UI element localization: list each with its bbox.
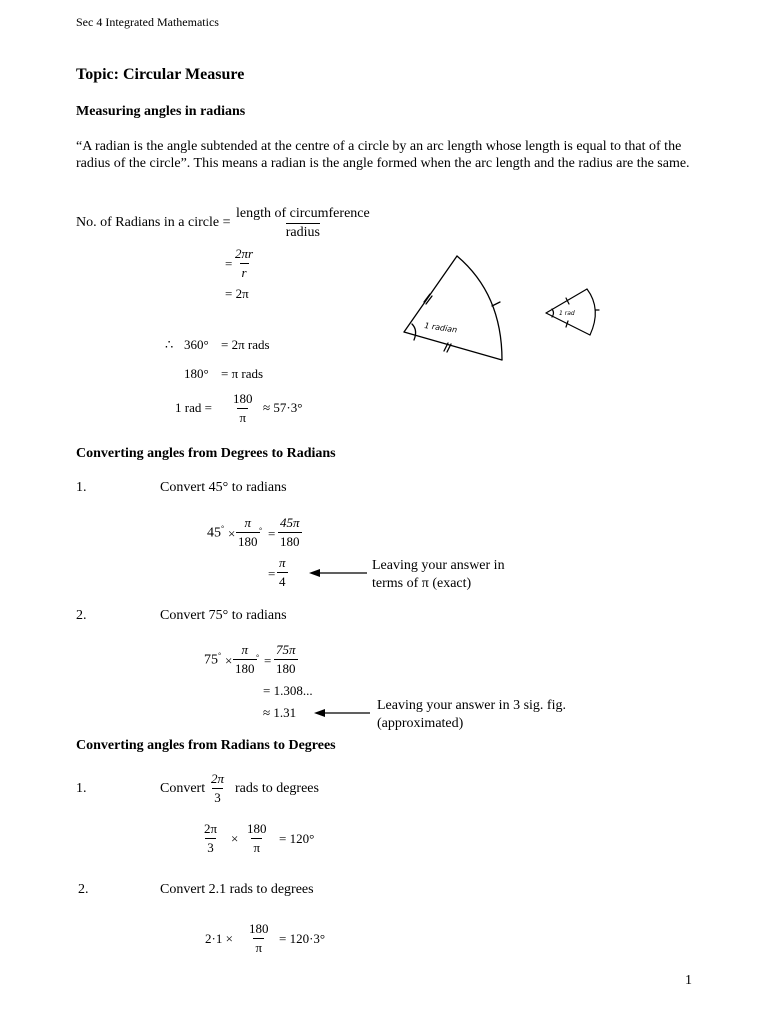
ex2-prompt: Convert 75° to radians (160, 608, 287, 623)
ex2-line3: ≈ 1.31 (263, 705, 297, 720)
rd-ex2-b-numerator: 180 (249, 921, 269, 936)
eq3-rhs: ≈ 57·3° (263, 400, 303, 415)
ex1-times: × (228, 526, 236, 541)
ex1-fraction-45pi (278, 515, 302, 550)
ex1-note-line1: Leaving your answer in (372, 558, 505, 573)
rd-ex1-fraction-2pi-3 (202, 821, 219, 856)
ex2-number: 2. (76, 608, 87, 623)
ex1-lhs (207, 524, 224, 542)
rd-ex1-prompt-numerator: 2π (211, 771, 225, 786)
rd-ex1-prompt-fraction (209, 771, 226, 806)
rd-ex1-prompt-denominator: 3 (214, 790, 221, 805)
ex2-degree: ° (218, 651, 222, 660)
ex2-f1-numerator: π (241, 642, 248, 657)
ex1-equals2: = (268, 566, 276, 581)
ex1-degree2: ° (259, 526, 263, 535)
sector-arc (457, 256, 502, 360)
rd-ex1-prompt-post: rads to degrees (235, 781, 319, 796)
eq1-lhs: 360° (184, 337, 209, 352)
step2: = 2π (225, 286, 249, 301)
formula-numerator: length of circumference (236, 206, 370, 221)
ex2-lhs (204, 651, 221, 669)
rd-ex1-b-numerator: 180 (247, 821, 267, 836)
formula-label: No. of Radians in a circle = (76, 215, 231, 230)
angle-marker (412, 324, 416, 340)
ex1-f2-numerator: 45π (280, 515, 300, 530)
eq3-denominator: π (239, 410, 247, 425)
ex1-f1-denominator: 180 (238, 534, 258, 549)
eq3-lhs: 1 rad = (175, 400, 212, 415)
ex1-fraction-pi-4 (277, 555, 288, 590)
ex2-note-line1: Leaving your answer in 3 sig. fig. (377, 698, 566, 713)
rd-ex1-prompt-pre: Convert (160, 781, 206, 796)
small-angle-marker (552, 309, 554, 317)
eq3-numerator: 180 (233, 391, 253, 406)
eq1-rhs: = 2π rads (221, 337, 270, 352)
ex1-degree: ° (221, 524, 225, 533)
section-heading-rad-to-deg: Converting angles from Radians to Degrees (76, 738, 336, 753)
ex1-f2-denominator: 180 (280, 534, 300, 549)
ex1-f1-numerator: π (244, 515, 251, 530)
ex2-equals: = (264, 653, 272, 668)
radian-definition: “A radian is the angle subtended at the centre of a circle by an arc length whose length is equal to that of the radius of the circle”. This means a radian is the angle formed when the arc length and the radius are the same. (76, 139, 690, 171)
ex2-lhs-value: 75 (204, 652, 218, 668)
ex1-lhs-value: 45 (207, 525, 221, 541)
rd-ex1-fraction-180-pi (245, 821, 269, 856)
small-sector-arc (587, 289, 595, 335)
step1-denominator: r (241, 265, 247, 280)
ex1-note-line2: terms of π (exact) (372, 576, 472, 591)
section-heading-radians: Measuring angles in radians (76, 104, 246, 119)
rd-ex1-rhs: = 120° (279, 831, 315, 846)
rd-ex2-prompt: Convert 2.1 rads to degrees (160, 882, 314, 897)
ex1-f3-denominator: 4 (279, 574, 286, 589)
ex2-fraction-pi-180 (233, 642, 260, 677)
rd-ex2-rhs: = 120·3° (279, 931, 326, 946)
ex2-line2: = 1.308... (263, 683, 313, 698)
formula-denominator: radius (285, 225, 320, 240)
ex2-arrow (314, 708, 370, 718)
small-radian-sector-diagram (542, 285, 604, 337)
ex1-fraction-pi-180 (236, 515, 263, 550)
step1-fraction (233, 246, 255, 281)
sector-label: 1 radian (423, 321, 458, 335)
ex2-times: × (225, 653, 233, 668)
ex1-number: 1. (76, 480, 87, 495)
ex2-f2-numerator: 75π (276, 642, 296, 657)
ex2-f1-denominator: 180 (235, 661, 255, 676)
tick-arc (492, 302, 500, 306)
rd-ex1-times: × (231, 831, 239, 846)
rd-ex1-a-denominator: 3 (207, 840, 214, 855)
ex2-degree2: ° (256, 653, 260, 662)
sector-radius-lower (404, 332, 502, 360)
ex1-prompt: Convert 45° to radians (160, 480, 287, 495)
rd-ex1-number: 1. (76, 781, 87, 796)
step1-equals: = (225, 256, 233, 271)
rd-ex1-a-numerator: 2π (204, 821, 218, 836)
therefore-symbol: ∴ (165, 337, 174, 352)
ex2-fraction-75pi (274, 642, 298, 677)
radian-sector-diagram (398, 248, 518, 373)
small-sector-label: 1 rad (559, 310, 575, 317)
step1-numerator: 2πr (235, 246, 254, 261)
eq2-lhs: 180° (184, 366, 209, 381)
rd-ex2-b-denominator: π (255, 940, 263, 955)
ex2-note-line2: (approximated) (377, 716, 464, 731)
section-heading-deg-to-rad: Converting angles from Degrees to Radians (76, 446, 336, 461)
rd-ex2-number: 2. (78, 882, 89, 897)
page-number: 1 (685, 973, 692, 988)
rd-ex1-b-denominator: π (253, 840, 261, 855)
eq3-fraction (231, 391, 255, 426)
ex2-f2-denominator: 180 (276, 661, 296, 676)
course-header: Sec 4 Integrated Mathematics (76, 15, 219, 29)
rd-ex2-lhs: 2·1 × (205, 931, 233, 946)
eq2-rhs: = π rads (221, 366, 264, 381)
ex1-equals: = (268, 526, 276, 541)
ex1-f3-numerator: π (279, 555, 286, 570)
formula-fraction (234, 206, 372, 241)
rd-ex2-fraction-180-pi (247, 921, 271, 956)
ex1-arrow (309, 568, 367, 578)
topic-title: Topic: Circular Measure (76, 66, 245, 83)
